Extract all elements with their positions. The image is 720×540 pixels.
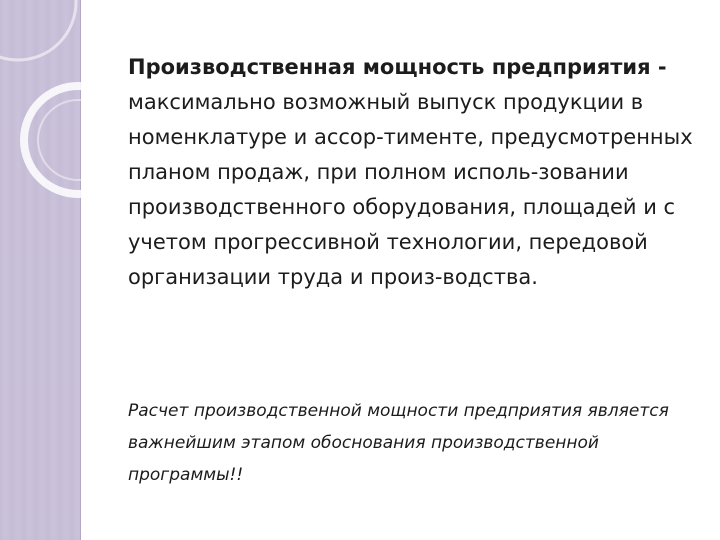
decorative-ring-top (0, 0, 76, 60)
decorative-ring-middle (24, 86, 132, 194)
decorative-ring-inner (38, 100, 118, 180)
italic-note: Расчет производственной мощности предприятия является важнейшим этапом обоснования производственной программы!! (128, 401, 669, 485)
definition-block (128, 50, 703, 295)
definition-text: максимально возможный выпуск продукции в номенклатуре и ассор-тименте, предусмотренных планом продаж, при полном исполь-зовании производственного оборудования, площадей и с учетом прогрессивной технологии, передовой организации труда и произ-водства. (128, 90, 693, 289)
definition-term: Производственная мощность предприятия - (128, 55, 667, 79)
definition-paragraph (128, 50, 703, 295)
